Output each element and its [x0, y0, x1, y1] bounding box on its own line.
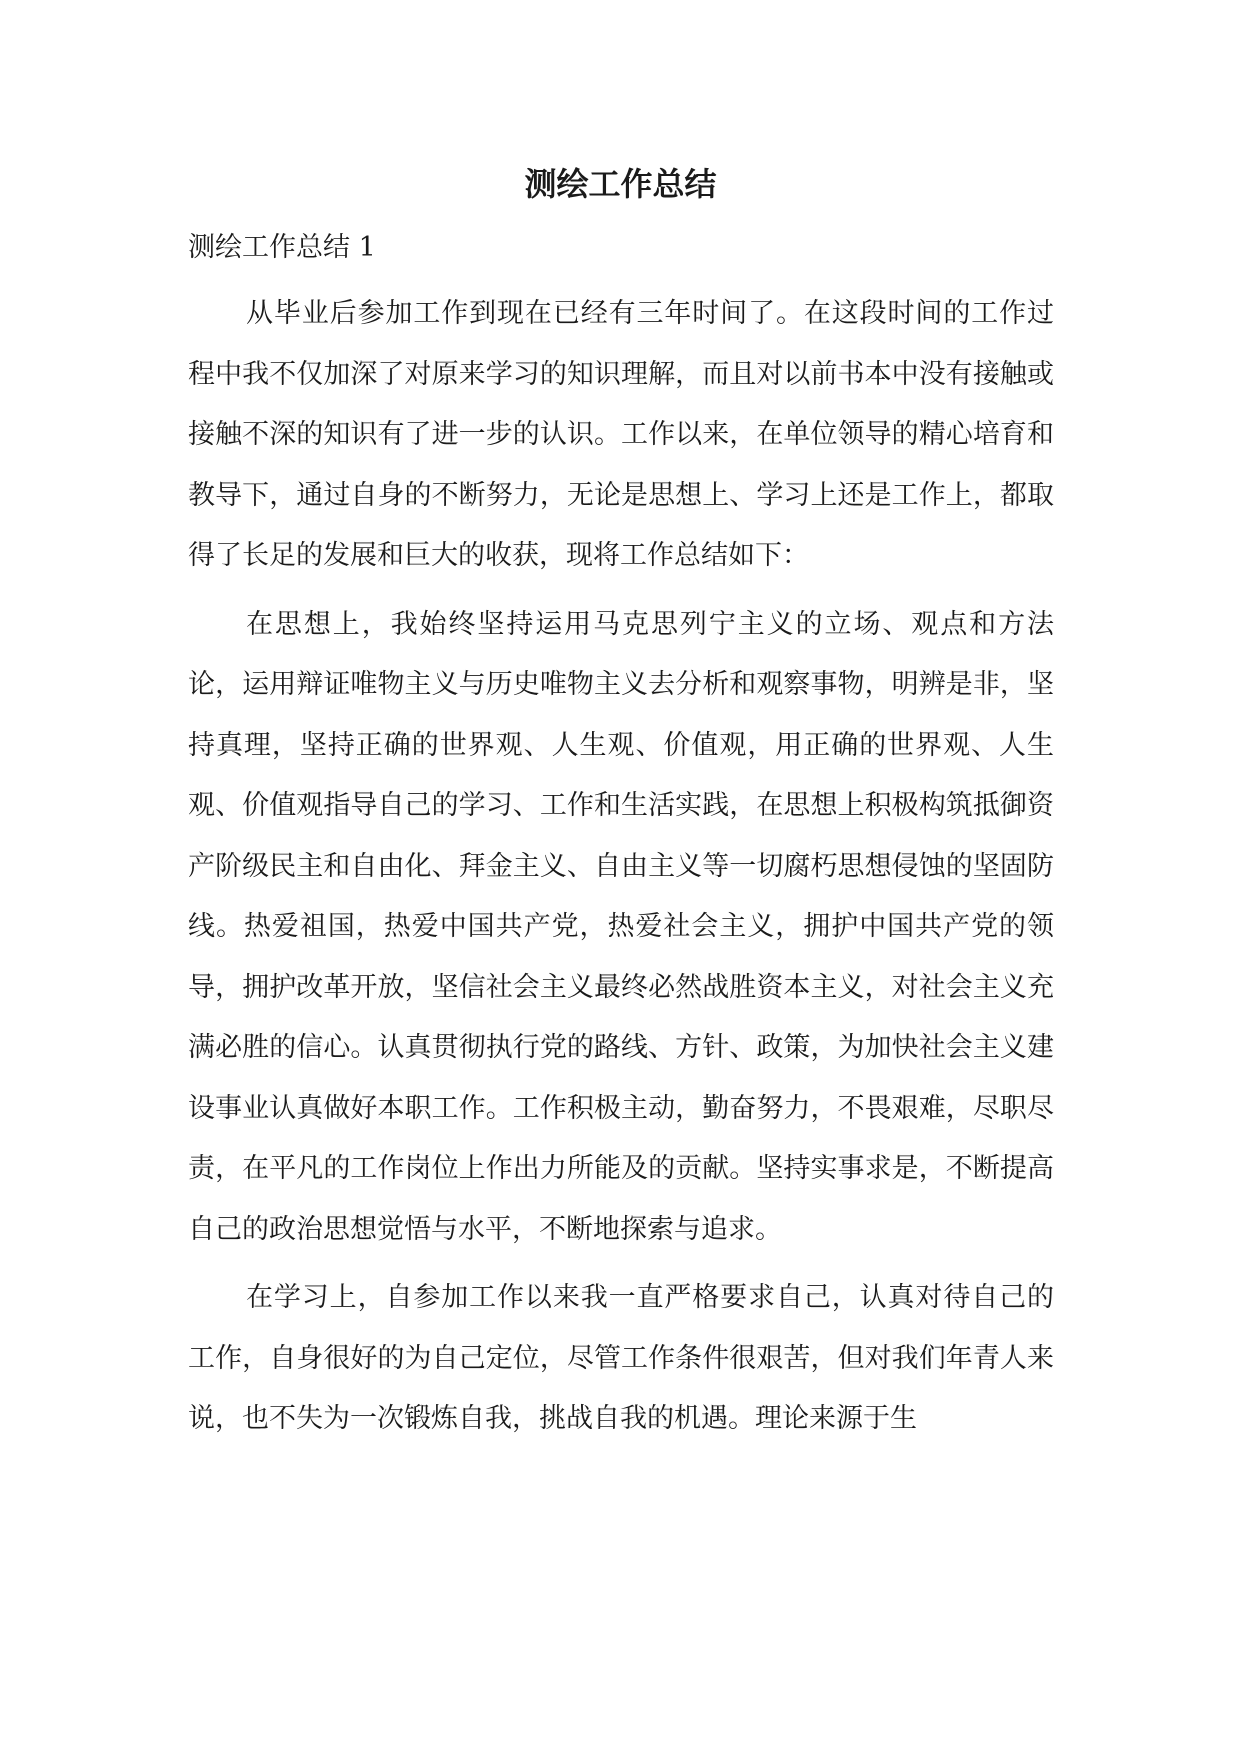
paragraph-study: 在学习上，自参加工作以来我一直严格要求自己，认真对待自己的工作，自身很好的为自己定位，尽管工作条件很艰苦，但对我们年青人来说，也不失为一次锻炼自我，挑战自我的机遇。理论来源于生 [188, 1282, 1054, 1434]
paragraph-intro: 从毕业后参加工作到现在已经有三年时间了。在这段时间的工作过程中我不仅加深了对原来学习的知识理解，而且对以前书本中没有接触或接触不深的知识有了进一步的认识。工作以来，在单位领导的精心培育和教导下，通过自身的不断努力，无论是思想上、学习上还是工作上，都取得了长足的发展和巨大的收获，现将工作总结如下： [188, 298, 1054, 571]
document-body [188, 284, 1054, 1458]
paragraph-ideology: 在思想上，我始终坚持运用马克思列宁主义的立场、观点和方法论，运用辩证唯物主义与历史唯物主义去分析和观察事物，明辨是非，坚持真理，坚持正确的世界观、人生观、价值观，用正确的世界观、人生观、价值观指导自己的学习、工作和生活实践，在思想上积极构筑抵御资产阶级民主和自由化、拜金主义、自由主义等一切腐朽思想侵蚀的坚固防线。热爱祖国，热爱中国共产党，热爱社会主义，拥护中国共产党的领导，拥护改革开放，坚信社会主义最终必然战胜资本主义，对社会主义充满必胜的信心。认真贯彻执行党的路线、方针、政策，为加快社会主义建设事业认真做好本职工作。工作积极主动，勤奋努力，不畏艰难，尽职尽责，在平凡的工作岗位上作出力所能及的贡献。坚持实事求是，不断提高自己的政治思想觉悟与水平，不断地探索与追求。 [188, 608, 1054, 1245]
document-title: 测绘工作总结 [524, 165, 717, 203]
section-heading: 测绘工作总结 1 [188, 232, 376, 263]
